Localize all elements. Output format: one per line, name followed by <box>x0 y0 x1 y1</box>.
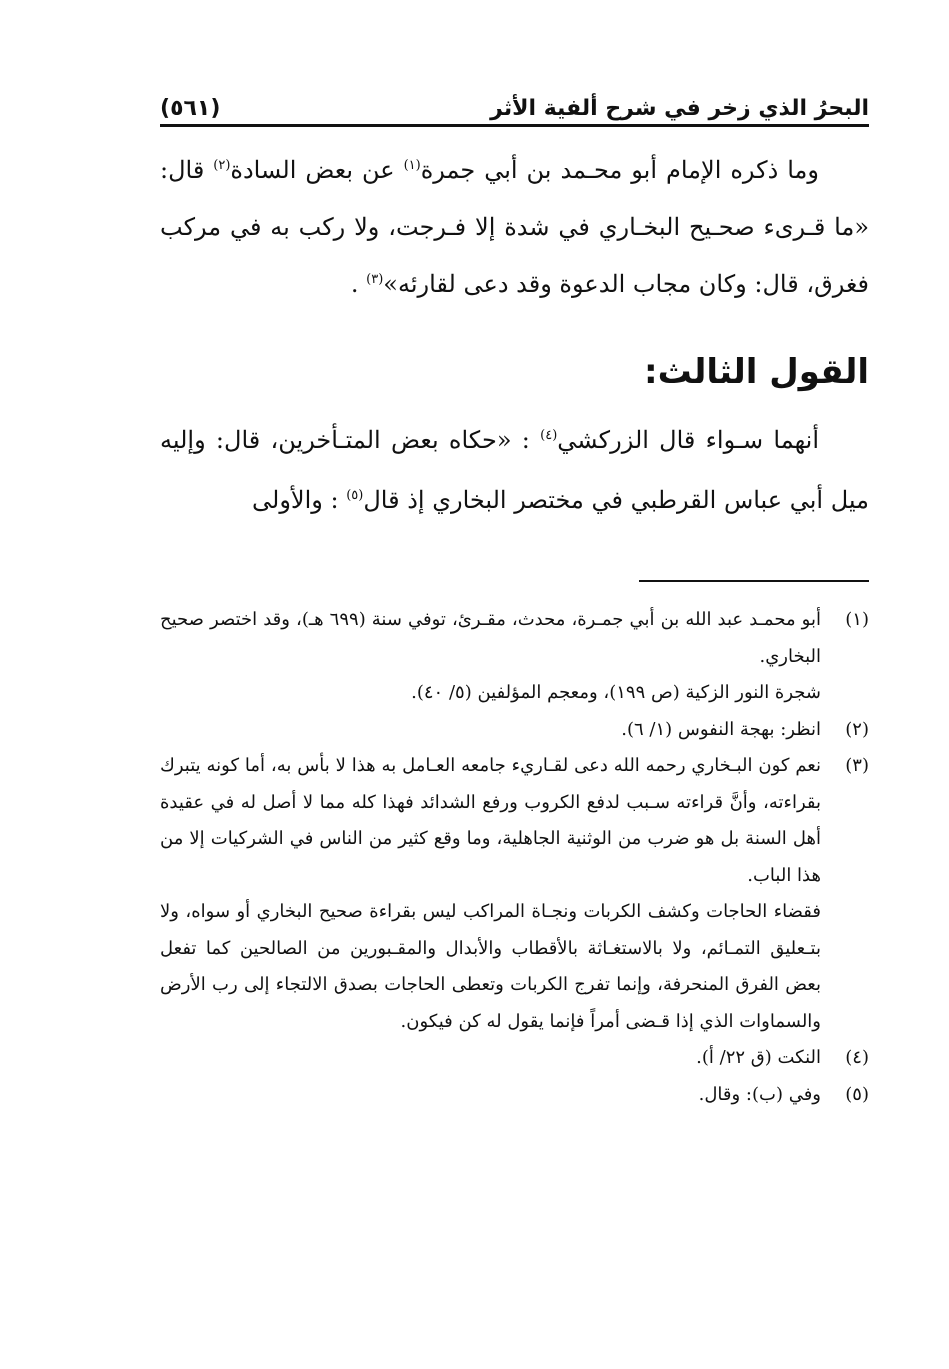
footnote-5 <box>160 1077 869 1114</box>
running-header <box>160 90 869 126</box>
main-text-top <box>160 142 869 313</box>
footnote-ref-2: (٢) <box>213 158 231 173</box>
footnote-text: وفي (ب): وقال. <box>698 1083 821 1105</box>
main-text-bottom <box>160 410 869 530</box>
footnote-ref-5: (٥) <box>346 488 364 503</box>
footnote-ref-3: (٣) <box>366 272 384 287</box>
footnote-ref-1: (١) <box>403 158 421 173</box>
footnote-number: (٣) <box>845 755 869 776</box>
page-number: (٥٦١) <box>160 95 221 121</box>
text-segment: وما ذكره الإمام أبو محـمد بن أبي جمرة <box>420 156 819 184</box>
header-rule <box>160 124 869 127</box>
footnote-text: النكت (ق ٢٢/ أ). <box>696 1047 821 1068</box>
text-segment: عن بعض السادة <box>230 156 404 184</box>
text-segment: : «حكاه بعض المتـأخرين، قال: وإليه ميل أبي عباس القرطبي في مختصر البخاري إذ قال <box>160 426 869 514</box>
footnote-2 <box>160 712 869 749</box>
footnote-number: (٢) <box>845 718 869 740</box>
paragraph-1 <box>160 142 869 313</box>
section-heading: القول الثالث: <box>644 352 869 392</box>
footnote-text: انظر: بهجة النفوس (١/ ٦). <box>621 718 821 740</box>
footnote-1-continuation: شجرة النور الزكية (ص ١٩٩)، ومعجم المؤلفين (٥/ ٤٠). <box>411 682 821 703</box>
footnote-3 <box>160 748 869 894</box>
footnote-3-continuation: فقضاء الحاجات وكشف الكربات ونجـاة المراكب ليس بقراءة صحيح البخاري أو سواه، ولا بتـعليق التمـائم، ولا بالاستغـاثة بالأقطاب والأبدال والمقـبورين من الصالحين كما تفعل بعض الفرق المنحرفة، وإنما تفرج الكربات وتعطى الحاجات بصدق الالتجاء إلى رب الأرض والسماوات الذي إذا قـضى أمراً فإنما يقول له كن فيكون. <box>160 901 821 1032</box>
paragraph-2 <box>160 410 869 530</box>
footnote-text: نعم كون البـخاري رحمه الله دعى لقـاريء جامعه العـامل به هذا لا بأس به، أما كونه يتبرك بقراءته، وأنَّ قراءته سـبب لدفع الكروب ورفع الشدائد فهذا كله مما لا أصل له في عقيدة أهل السنة بل هو ضرب من الوثنية الجاهلية، وما وقع كثير من الناس في الشركيات إلا من هذا الباب. <box>160 755 821 886</box>
running-title: البحرُ الذي زخر في شرح ألفية الأثر <box>490 95 869 121</box>
footnote-text: أبو محمـد عبد الله بن أبي جمـرة، محدث، مقـرئ، توفي سنة (٦٩٩ هـ)، وقد اختصر صحيح البخاري. <box>160 609 821 667</box>
text-segment: . <box>350 270 367 298</box>
footnote-separator <box>639 580 869 582</box>
footnote-ref-4: (٤) <box>540 428 558 443</box>
footnotes <box>160 602 869 1113</box>
book-page <box>160 80 869 1360</box>
footnote-number: (٥) <box>845 1083 869 1105</box>
footnote-number: (٤) <box>845 1047 869 1068</box>
footnote-4 <box>160 1040 869 1077</box>
footnote-number: (١) <box>845 609 869 630</box>
footnote-1 <box>160 602 869 675</box>
text-segment: أنهما سـواء قال الزركشي <box>557 426 819 454</box>
text-segment: : والأولى <box>252 486 347 514</box>
text-segment: قال: «ما قـرىء صحـيح البخـاري في شدة إلا فـرجت، ولا ركب به في مركب فغرق، قال: وكان مجاب الدعوة وقد دعى لقارئه» <box>160 156 869 298</box>
